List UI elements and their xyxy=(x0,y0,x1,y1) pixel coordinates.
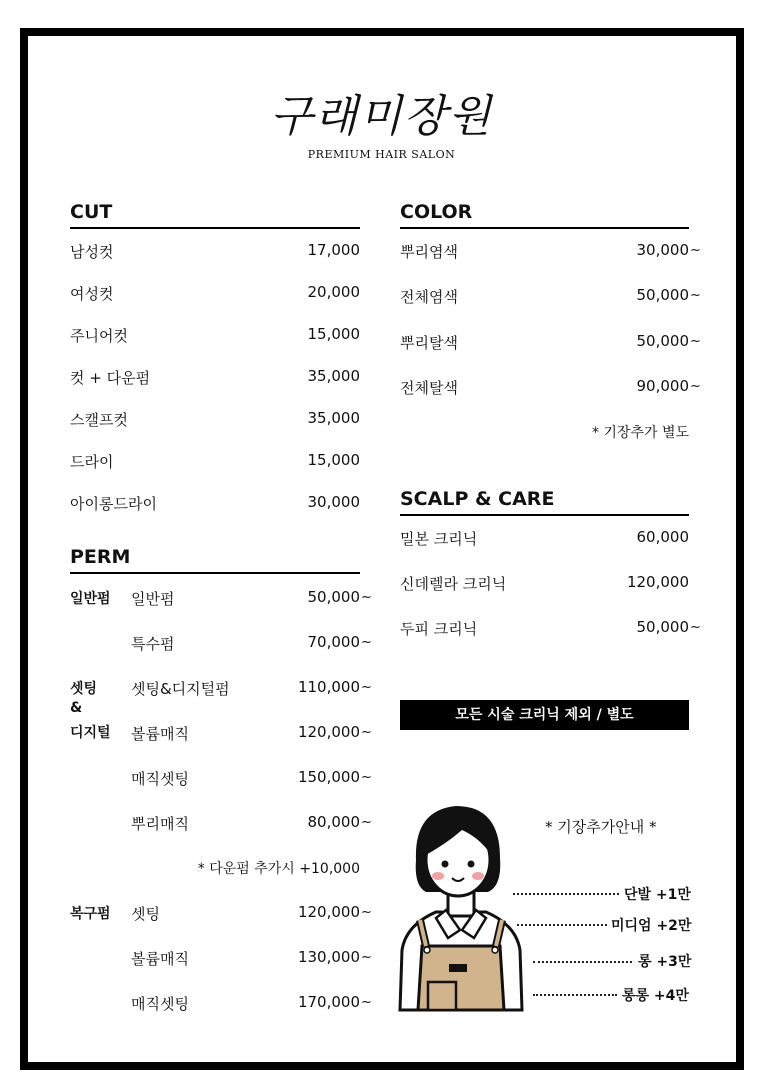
menu-item-price: 35,000 xyxy=(307,409,360,427)
price-tilde: ~ xyxy=(690,334,701,349)
menu-item-price: 60,000 xyxy=(636,528,689,546)
menu-item-name: 밀본 크리닉 xyxy=(400,530,478,548)
menu-item-name: 일반펌 xyxy=(131,590,175,608)
menu-item-price: 80,000 xyxy=(307,813,360,831)
perm-category-setting-amp: & xyxy=(70,700,83,716)
perm-category-restore: 복구펌 xyxy=(70,906,111,922)
price-tilde: ~ xyxy=(361,725,372,740)
color-rule xyxy=(400,227,689,229)
cut-rule xyxy=(70,227,360,229)
menu-item-name: 전체탈색 xyxy=(400,379,458,397)
menu-item-price: 150,000 xyxy=(297,768,360,786)
perm-note: * 다운펌 추가시 +10,000 xyxy=(197,861,360,877)
perm-category-general: 일반펌 xyxy=(70,591,111,607)
perm-category-digital: 디지털 xyxy=(70,725,111,741)
menu-item-name: 볼륨매직 xyxy=(131,950,189,968)
menu-item-price: 50,000 xyxy=(307,588,360,606)
apron-pocket xyxy=(428,982,456,1010)
color-note: * 기장추가 별도 xyxy=(591,425,689,441)
menu-item-price: 50,000 xyxy=(636,618,689,636)
price-tilde: ~ xyxy=(361,950,372,965)
leader-dots xyxy=(513,893,619,895)
eye-right xyxy=(468,861,475,868)
menu-item-name: 뿌리염색 xyxy=(400,243,458,261)
eye-left xyxy=(442,861,449,868)
menu-item-name: 셋팅 xyxy=(131,905,160,923)
menu-item-name: 두피 크리닉 xyxy=(400,620,478,638)
menu-item-price: 30,000 xyxy=(636,241,689,259)
price-tilde: ~ xyxy=(361,590,372,605)
menu-item-price: 30,000 xyxy=(307,493,360,511)
menu-item-name: 전체염색 xyxy=(400,288,458,306)
length-item: 단발 +1만 xyxy=(624,887,691,903)
menu-item-price: 50,000 xyxy=(636,332,689,350)
menu-item-price: 110,000 xyxy=(297,678,360,696)
price-tilde: ~ xyxy=(361,680,372,695)
menu-item-price: 120,000 xyxy=(626,573,689,591)
menu-item-name: 매직셋팅 xyxy=(131,770,189,788)
leader-dots xyxy=(517,924,607,926)
length-item: 미디엄 +2만 xyxy=(611,918,692,934)
length-guide-title: * 기장추가안내 * xyxy=(545,818,657,836)
menu-item-name: 매직셋팅 xyxy=(131,995,189,1013)
notice-banner: 모든 시술 크리닉 제외 / 별도 xyxy=(400,700,689,730)
menu-item-price: 120,000 xyxy=(297,903,360,921)
menu-item-price: 120,000 xyxy=(297,723,360,741)
price-tilde: ~ xyxy=(361,995,372,1010)
menu-item-name: 여성컷 xyxy=(70,285,114,303)
price-tilde: ~ xyxy=(690,379,701,394)
leader-dots xyxy=(533,994,617,996)
menu-item-price: 15,000 xyxy=(307,451,360,469)
menu-item-name: 스캘프컷 xyxy=(70,411,128,429)
leader-dots xyxy=(533,961,632,963)
price-tilde: ~ xyxy=(690,288,701,303)
menu-item-name: 드라이 xyxy=(70,453,114,471)
menu-item-name: 특수펌 xyxy=(131,635,175,653)
price-tilde: ~ xyxy=(690,243,701,258)
salon-subtitle: PREMIUM HAIR SALON xyxy=(307,148,456,161)
menu-item-price: 50,000 xyxy=(636,286,689,304)
length-item: 롱 +3만 xyxy=(638,954,692,970)
menu-item-name: 뿌리매직 xyxy=(131,815,189,833)
cut-heading: CUT xyxy=(70,201,113,223)
length-item: 롱롱 +4만 xyxy=(622,988,689,1004)
salon-title: 구래미장원 xyxy=(270,91,493,142)
menu-item-name: 컷 + 다운펌 xyxy=(70,369,151,387)
stylist-illustration xyxy=(396,800,526,1012)
perm-category-setting: 셋팅 xyxy=(70,681,98,697)
price-tilde: ~ xyxy=(361,905,372,920)
price-tilde: ~ xyxy=(361,815,372,830)
perm-rule xyxy=(70,572,360,574)
menu-item-price: 170,000 xyxy=(297,993,360,1011)
menu-item-name: 볼륨매직 xyxy=(131,725,189,743)
menu-item-name: 남성컷 xyxy=(70,243,114,261)
menu-item-price: 90,000 xyxy=(636,377,689,395)
menu-item-price: 15,000 xyxy=(307,325,360,343)
price-tilde: ~ xyxy=(361,635,372,650)
price-tilde: ~ xyxy=(361,770,372,785)
apron-button-right xyxy=(492,947,498,953)
menu-item-price: 35,000 xyxy=(307,367,360,385)
menu-item-name: 뿌리탈색 xyxy=(400,334,458,352)
menu-item-name: 주니어컷 xyxy=(70,327,128,345)
menu-item-name: 셋팅&디지털펌 xyxy=(131,680,230,698)
menu-item-name: 아이롱드라이 xyxy=(70,495,157,513)
menu-item-name: 신데렐라 크리닉 xyxy=(400,575,507,593)
menu-item-price: 70,000 xyxy=(307,633,360,651)
menu-item-price: 17,000 xyxy=(307,241,360,259)
color-heading: COLOR xyxy=(400,201,473,223)
cheek-right xyxy=(472,872,484,880)
scalp-rule xyxy=(400,514,689,516)
apron-button-left xyxy=(424,947,430,953)
cheek-left xyxy=(432,872,444,880)
perm-heading: PERM xyxy=(70,546,131,568)
menu-item-price: 130,000 xyxy=(297,948,360,966)
scalp-heading: SCALP & CARE xyxy=(400,488,555,510)
apron-badge xyxy=(449,964,467,972)
price-tilde: ~ xyxy=(690,620,701,635)
menu-item-price: 20,000 xyxy=(307,283,360,301)
